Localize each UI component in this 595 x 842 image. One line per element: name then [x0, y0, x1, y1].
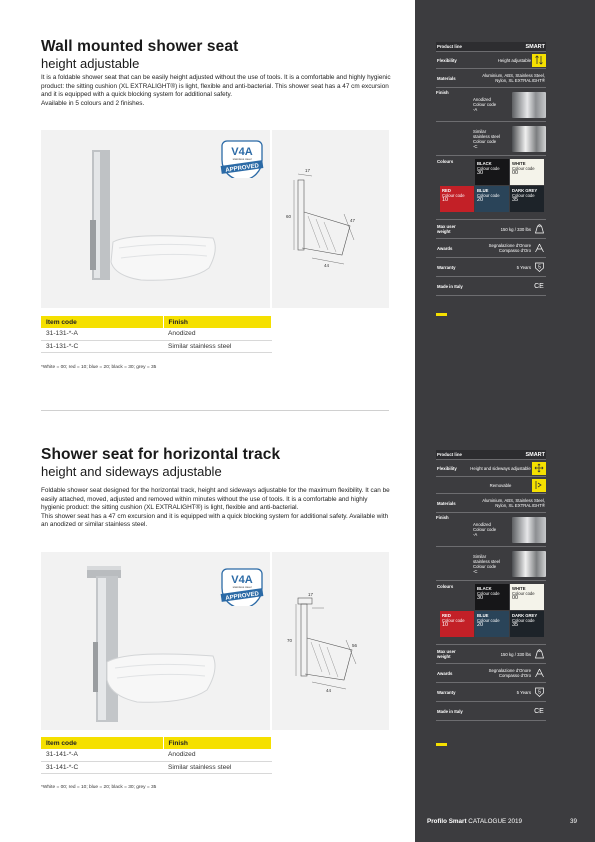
product-title-1: Wall mounted shower seat	[41, 38, 239, 55]
ce-mark: CE	[534, 707, 544, 715]
colour-red: RED Colour code 10	[440, 611, 474, 637]
technical-drawing-1	[272, 130, 389, 308]
warranty-row: Warranty 5 Years 5	[436, 258, 546, 277]
footer-catalogue: CATALOGUE 2019	[468, 818, 522, 825]
v4a-approved-badge	[219, 138, 265, 178]
warranty-shield-icon	[532, 687, 546, 697]
colour-black: BLACK Colour code 30	[475, 584, 509, 610]
colour-white: WHITE Colour code 00	[510, 584, 544, 610]
colour-code-note-1: *White = 00; red = 10; blue = 20; black = 30; grey = 35	[41, 365, 157, 370]
finish-row-anodized: Finish Anodized Colour code -A	[436, 88, 546, 122]
colour-red: RED Colour code 10	[440, 186, 474, 212]
svg-text:56: 56	[352, 643, 358, 648]
removable-row: Removable	[436, 477, 546, 494]
finish-row-steel: Similar stainless steel Colour code -C	[436, 547, 546, 581]
anodized-swatch	[512, 92, 546, 118]
colour-grid	[440, 584, 544, 637]
dimension-drawing	[272, 552, 389, 730]
svg-text:APPROVED: APPROVED	[225, 163, 260, 174]
colour-blue: BLUE Colour code 20	[475, 186, 509, 212]
dimension-drawing	[272, 130, 389, 308]
yellow-marker-2	[436, 743, 447, 746]
flexibility-row: Flexibility Height and sideways adjustable	[436, 460, 546, 477]
awards-row: Awards Segnalazione d'Onore Compasso d'Oro	[436, 239, 546, 258]
svg-text:stainless steel: stainless steel	[232, 157, 252, 161]
compasso-award-icon	[532, 243, 546, 253]
product-title-2: Shower seat for horizontal track	[41, 446, 281, 463]
made-in-italy-row: Made in Italy CE	[436, 277, 546, 296]
product-photo-2	[41, 552, 270, 730]
svg-text:stainless steel: stainless steel	[232, 585, 252, 589]
product-subtitle-1: height adjustable	[41, 56, 140, 71]
svg-text:APPROVED: APPROVED	[225, 591, 260, 602]
colour-code-note-2: *White = 00; red = 10; blue = 20; black = 30; grey = 35	[41, 785, 157, 790]
page-footer	[427, 818, 577, 825]
materials-row: Materials Aluminium, ABS, Stainless Steel, Nylon, XL EXTRALIGHT®	[436, 69, 546, 88]
steel-swatch	[512, 126, 546, 152]
colours-row: Colours BLACK Colour code 30 WHITE Colour code 00 RED Colour code 10 BLUE Colour code 20 DARK GREY Colour code 35	[436, 581, 546, 645]
steel-swatch	[512, 551, 546, 577]
item-code-table-1	[41, 316, 272, 353]
svg-text:44: 44	[326, 688, 332, 693]
technical-drawing-2	[272, 552, 389, 730]
ce-mark: CE	[534, 282, 544, 290]
awards-row: Awards Segnalazione d'Onore Compasso d'Oro	[436, 664, 546, 683]
table-row: 31-141-*-C Similar stainless steel	[41, 761, 272, 773]
product-subtitle-2: height and sideways adjustable	[41, 464, 222, 479]
svg-text:44: 44	[324, 263, 330, 268]
svg-text:V4A: V4A	[231, 146, 253, 158]
compasso-award-icon	[532, 668, 546, 678]
warranty-row: Warranty 5 Years 5	[436, 683, 546, 702]
colour-white: WHITE Colour code 00	[510, 159, 544, 185]
anodized-swatch	[512, 517, 546, 543]
v4a-approved-badge	[219, 566, 265, 606]
colour-grid	[440, 159, 544, 212]
table-header: Item code Finish	[41, 737, 272, 749]
product-line-row: Product line SMART	[436, 450, 546, 460]
spec-panel-2	[436, 450, 546, 721]
colour-dark-grey: DARK GREY Colour code 35	[510, 611, 544, 637]
page-number: 39	[569, 818, 577, 825]
finish-row-steel: Similar stainless steel Colour code -C	[436, 122, 546, 156]
colours-row: Colours BLACK Colour code 30 WHITE Colour code 00 RED Colour code 10 BLUE Colour code 20 DARK GREY Colour code 35	[436, 156, 546, 220]
warranty-shield-icon	[532, 262, 546, 272]
finish-row-anodized: Finish Anodized Colour code -A	[436, 513, 546, 547]
svg-text:V4A: V4A	[231, 574, 253, 586]
svg-text:47: 47	[350, 218, 356, 223]
yellow-marker-1	[436, 313, 447, 316]
section-divider	[41, 410, 389, 411]
table-header: Item code Finish	[41, 316, 272, 328]
product-description-2: Foldable shower seat designed for the horizontal track, height and sideways adjustable for the maximum flexibility. It can be easily attached, moved, adjusted and removed within minutes without the use of tools. It is a comfortable and highly hygienic product: the sitting cushion (XL EXTRALIGHT®) is light, flexible and anti-bacterial. This shower seat has a 47 cm excursion and it is equipped with a quick blocking system for additional safety. Available with an anodized or similar stainless steel.	[41, 487, 390, 528]
product-line-row: Product line SMART	[436, 42, 546, 52]
colour-dark-grey: DARK GREY Colour code 35	[510, 186, 544, 212]
table-row: 31-141-*-A Anodized	[41, 749, 272, 761]
product-photo-1	[41, 130, 270, 308]
item-code-table-2	[41, 737, 272, 774]
colour-black: BLACK Colour code 30	[475, 159, 509, 185]
svg-text:60: 60	[286, 214, 292, 219]
product-description-1: It is a foldable shower seat that can be easily height adjusted without the use of tools. It is a comfortable and highly hygienic product: the sitting cushion (XL EXTRALIGHT®) is light, flexible and anti-bacterial. This shower seat has a 47 cm excursion and it is equipped with a quick blocking system for additional safety. Available in 5 colours and 2 finishes.	[41, 74, 391, 107]
weight-icon	[532, 224, 546, 234]
svg-text:5: 5	[537, 264, 541, 271]
removable-icon	[532, 479, 546, 492]
materials-row: Materials Aluminium, ABS, Stainless Steel, Nylon, XL EXTRALIGHT®	[436, 494, 546, 513]
spec-panel-1	[436, 42, 546, 296]
footer-brand: Profilo Smart	[427, 818, 467, 825]
table-row: 31-131-*-A Anodized	[41, 328, 272, 340]
weight-icon	[532, 649, 546, 659]
max-weight-row: Max user weight 150 kg / 330 lbs	[436, 645, 546, 664]
svg-text:17: 17	[308, 592, 314, 597]
table-row: 31-131-*-C Similar stainless steel	[41, 340, 272, 352]
flexibility-row: Flexibility Height adjustable	[436, 52, 546, 69]
svg-text:70: 70	[287, 638, 293, 643]
max-weight-row: Max user weight 150 kg / 330 lbs	[436, 220, 546, 239]
svg-text:5: 5	[537, 689, 541, 696]
made-in-italy-row: Made in Italy CE	[436, 702, 546, 721]
svg-text:17: 17	[305, 168, 311, 173]
move-adjust-icon	[532, 462, 546, 475]
height-adjust-icon	[532, 54, 546, 67]
colour-blue: BLUE Colour code 20	[475, 611, 509, 637]
